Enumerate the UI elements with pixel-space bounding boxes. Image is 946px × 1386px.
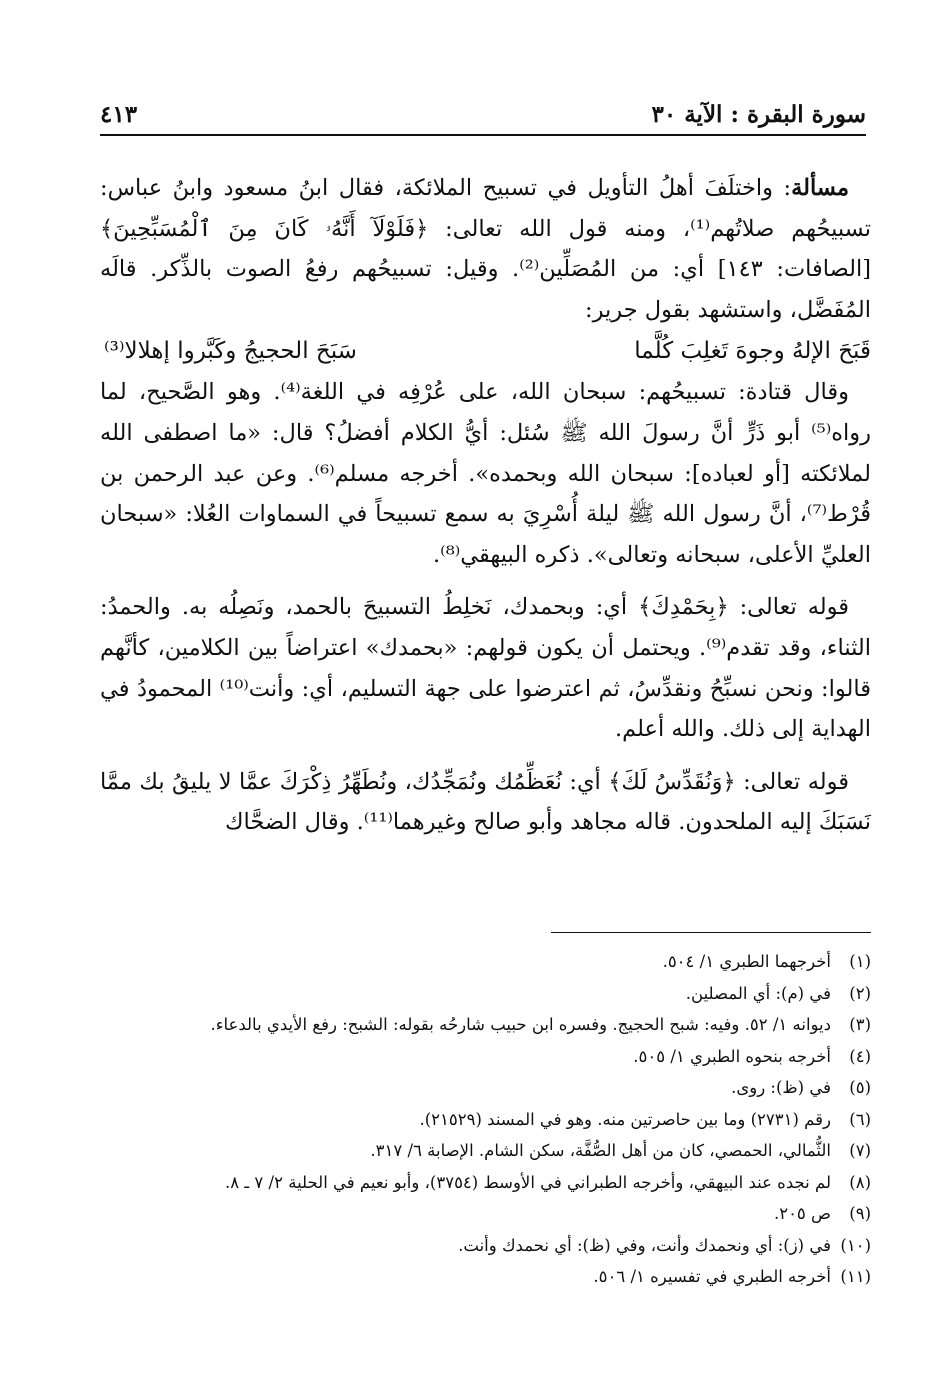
footnote bbox=[100, 1009, 871, 1041]
footnote-number: (٣) bbox=[849, 1015, 871, 1034]
footnote-text: في (ظ): روى. bbox=[731, 1078, 831, 1097]
footnote bbox=[100, 1104, 871, 1136]
poetry-verse bbox=[100, 330, 871, 372]
footnote bbox=[100, 1135, 871, 1167]
footnote bbox=[100, 1072, 871, 1104]
paragraph-masala-text: : واختلَفَ أهلُ التأويل في تسبيح الملائكة، فقال ابنُ مسعود وابنُ عباس: تسبيحُهم صلاتُهم⁽¹⁾، ومنه قول الله تعالى: ﴿فَلَوْلَآ أَنَّهُۥ كَانَ مِنَ ٱلْمُسَبِّحِينَ﴾ [الصافات: ١٤٣] أي: من المُصَلِّين⁽²⁾. وقيل: تسبيحُهم رفعُ الصوت بالذِّكر. قالَه المُفَضَّل، واستشهد بقول جرير: bbox=[100, 175, 871, 323]
paragraph-masala bbox=[100, 168, 871, 330]
footnote-number: (٢) bbox=[849, 983, 871, 1003]
masala-heading: مسألة bbox=[791, 175, 850, 201]
paragraph-qatada: وقال قتادة: تسبيحُهم: سبحان الله، على عُرْفِه في اللغة⁽⁴⁾. وهو الصَّحيح، لما رواه⁽⁵⁾ أبو ذَرٍّ أنَّ رسولَ الله ﷺ سُئل: أيُّ الكلام أفضلُ؟ قال: «ما اصطفى الله لملائكته [أو لعباده]: سبحان الله وبحمده». أخرجه مسلم⁽⁶⁾. وعن عبد الرحمن بن قُرْط⁽⁷⁾، أنَّ رسول الله ﷺ ليلة أُسْرِيَ به سمع تسبيحاً في السماوات العُلا: «سبحان العليِّ الأعلى، سبحانه وتعالى». ذكره البيهقي⁽⁸⁾. bbox=[100, 379, 871, 568]
footnote-text: أخرجه بنحوه الطبري ١/ ٥٠٥. bbox=[633, 1046, 831, 1066]
running-title: سورة البقرة : الآية ٣٠ bbox=[651, 101, 866, 128]
verse-first-hemistich: قَبَحَ الإلهُ وجوهَ تَغلِبَ كُلَّما bbox=[634, 338, 871, 365]
footnote bbox=[100, 1261, 871, 1293]
footnote-number: (٩) bbox=[849, 1204, 871, 1223]
running-header bbox=[100, 88, 866, 136]
footnote bbox=[100, 1041, 871, 1073]
main-text bbox=[100, 168, 871, 843]
footnote-text: في (م): أي المصلين. bbox=[685, 983, 831, 1003]
page-number: ٤١٣ bbox=[100, 101, 138, 128]
footnote-number: (٤) bbox=[849, 1046, 871, 1066]
paragraph-nuqaddisu: قوله تعالى: ﴿وَنُقَدِّسُ لَكَ﴾ أي: نُعَظِّمُك ونُمَجِّدُك، ونُطَهِّرُ ذِكْرَكَ عمَّا لا يليقُ بك ممَّا نَسَبَكَ إليه الملحدون. قاله مجاهد وأبو صالح وغيرهما⁽¹¹⁾. وقال الضحَّاك bbox=[100, 768, 871, 836]
footnotes bbox=[100, 946, 871, 1293]
footnote-text: أخرجهما الطبري ١/ ٥٠٤. bbox=[662, 952, 831, 971]
footnote-number: (٧) bbox=[849, 1141, 871, 1160]
footnote bbox=[100, 1198, 871, 1230]
footnote bbox=[100, 978, 871, 1010]
footnote-number: (١٠) bbox=[840, 1235, 871, 1255]
footnote-number: (١) bbox=[849, 952, 871, 971]
verse-second-hemistich: سَبَحَ الحجيجُ وكَبَّروا إهلالا⁽³⁾ bbox=[104, 338, 357, 365]
footnote-text: رقم (٢٧٣١) وما بين حاصرتين منه. وهو في المسند (٢١٥٢٩). bbox=[419, 1109, 831, 1129]
footnote-divider bbox=[551, 932, 871, 933]
footnote bbox=[100, 1230, 871, 1262]
footnote-text: في (ز): أي ونحمدك وأنت، وفي (ظ): أي نحمدك وأنت. bbox=[458, 1235, 831, 1255]
footnote-number: (٦) bbox=[849, 1109, 871, 1129]
footnote-text: ص ٢٠٥. bbox=[773, 1204, 831, 1223]
footnote bbox=[100, 946, 871, 978]
footnote-number: (٥) bbox=[849, 1078, 871, 1097]
footnote-text: ديوانه ١/ ٥٢. وفيه: شبح الحجيج. وفسره ابن حبيب شارحُه بقوله: الشبح: رفع الأيدي بالدعاء. bbox=[210, 1015, 831, 1034]
footnote bbox=[100, 1167, 871, 1199]
paragraph-bihamdika: قوله تعالى: ﴿بِحَمْدِكَ﴾ أي: وبحمدك، نَخلِطُ التسبيحَ بالحمد، ونَصِلُه به. والحمدُ: الثناء، وقد تقدم⁽⁹⁾. ويحتمل أن يكون قولهم: «بحمدك» اعتراضاً بين الكلامين، كأنَّهم قالوا: ونحن نسبِّحُ ونقدِّسُ، ثم اعترضوا على جهة التسليم، أي: وأنت⁽¹⁰⁾ المحمودُ في الهداية إلى ذلك. والله أعلم. bbox=[100, 594, 872, 743]
footnote-text: لم نجده عند البيهقي، وأخرجه الطبراني في الأوسط (٣٧٥٤)، وأبو نعيم في الحلية ٢/ ٧ ـ ٨. bbox=[224, 1172, 831, 1192]
footnote-number: (٨) bbox=[849, 1172, 871, 1192]
footnote-number: (١١) bbox=[840, 1267, 871, 1286]
footnote-text: الثُّمالي، الحمصي، كان من أهل الصُّفَّة، سكن الشام. الإصابة ٦/ ٣١٧. bbox=[370, 1141, 831, 1160]
footnote-text: أخرجه الطبري في تفسيره ١/ ٥٠٦. bbox=[593, 1267, 831, 1286]
